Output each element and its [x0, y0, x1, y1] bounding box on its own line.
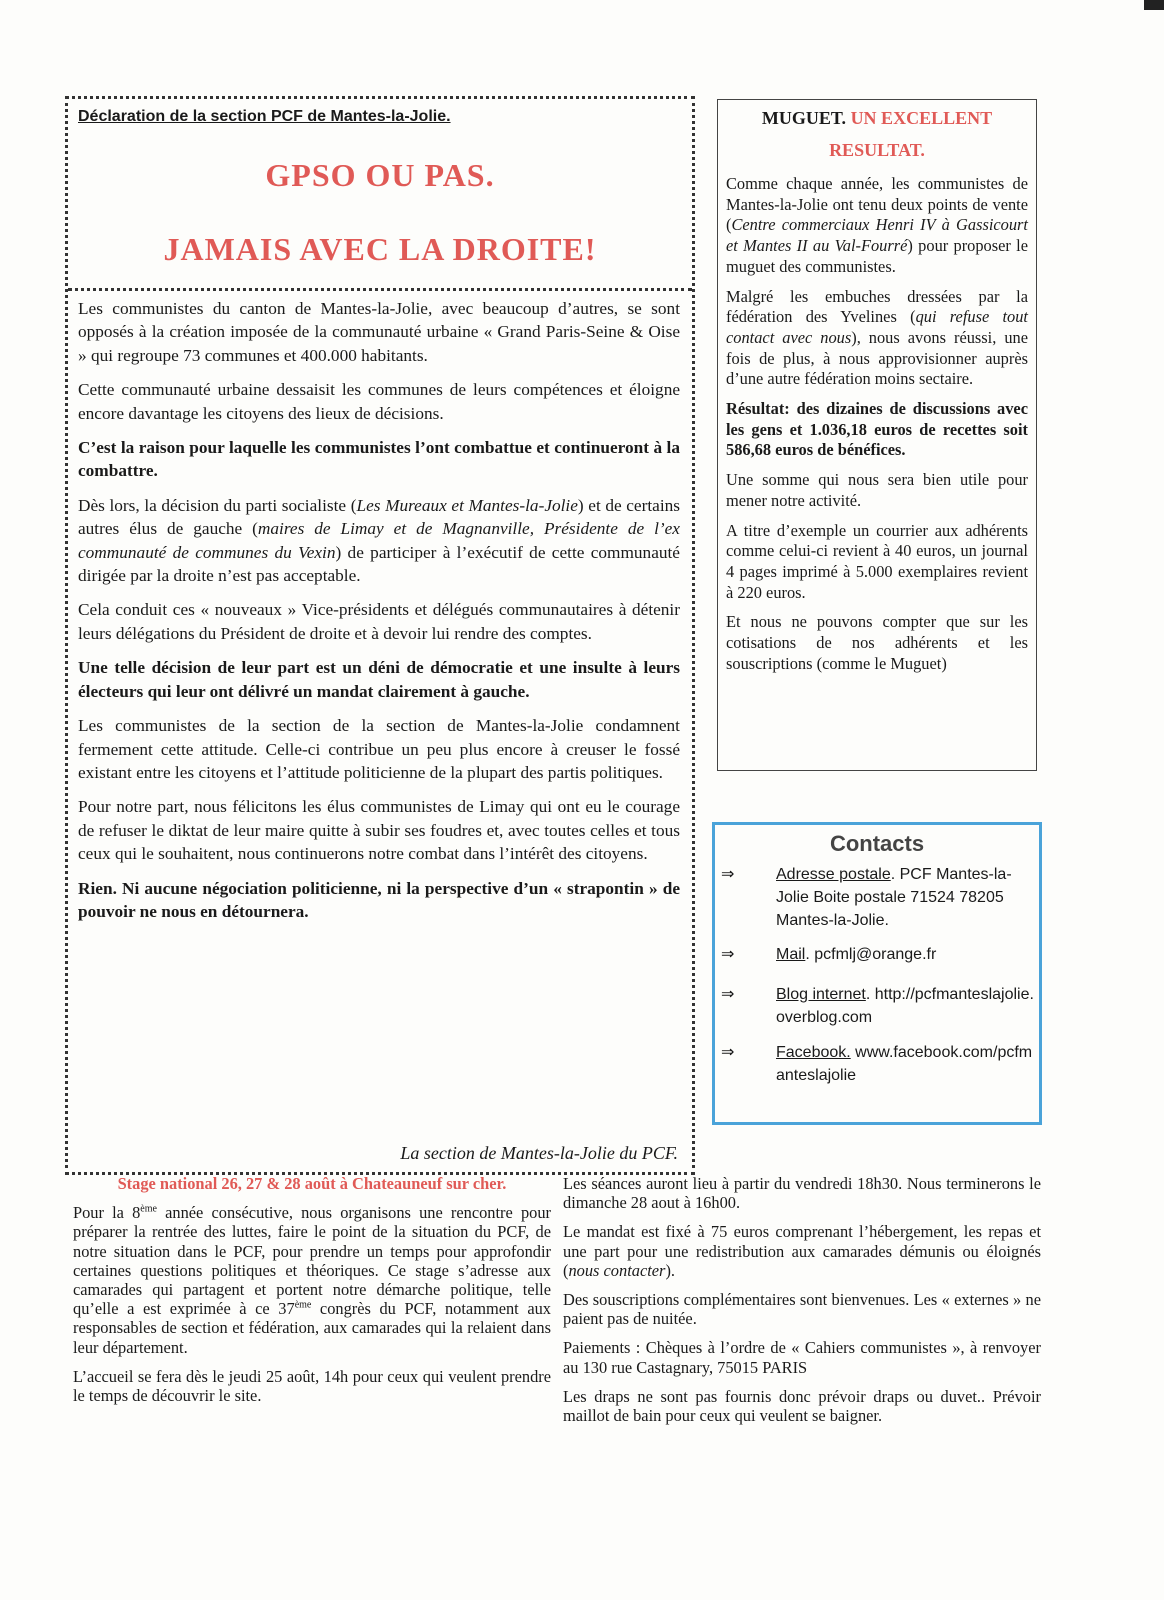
paragraph: L’accueil se fera dès le jeudi 25 août, 14h pour ceux qui veulent prendre le temps de découvrir le site. [73, 1366, 551, 1406]
declaration-label: Déclaration de la section PCF de Mantes-la-Jolie. [78, 108, 451, 125]
headline-line-1: GPSO OU PAS. [265, 157, 495, 193]
contacts-title: Contacts [829, 831, 925, 856]
paragraph: Des souscriptions complémentaires sont bienvenues. Les « externes » ne paient pas de nuitée. [563, 1290, 1041, 1329]
paragraph: Paiements : Chèques à l’ordre de « Cahiers communistes », à renvoyer au 130 rue Castagnary, 75015 PARIS [563, 1338, 1041, 1377]
paragraph: Les draps ne sont pas fournis donc prévoir draps ou duvet.. Prévoir maillot de bain pour ceux qui veulent se baigner. [563, 1386, 1041, 1426]
declaration-box [65, 96, 695, 1175]
paragraph: A titre d’exemple un courrier aux adhérents comme celui-ci revient à 40 euros, un journal 4 pages imprimé à 5.000 exemplaires revient à 220 euros. [726, 520, 1028, 602]
paragraph: Les séances auront lieu à partir du vendredi 18h30. Nous terminerons le dimanche 28 aout à 16h00. [563, 1174, 1041, 1213]
bold-paragraph: Une telle décision de leur part est un déni de démocratie et une insulte à leurs électeurs qui leur ont délivré un mandat clairement à gauche. [78, 658, 680, 701]
stage-column-right [563, 1174, 1041, 1435]
bold-paragraph: C’est la raison pour laquelle les communistes l’ont combattue et continueront à la combattre. [78, 438, 680, 481]
blog-link[interactable]: http://pcfmanteslajolie.overblog.com [776, 986, 1034, 1026]
facebook-link[interactable]: www.facebook.com/pcfmanteslajolie [776, 1044, 1033, 1084]
stage-column-left [73, 1174, 551, 1415]
page-corner-mark [1144, 0, 1164, 10]
paragraph: Pour la 8ème année consécutive, nous organisons une rencontre pour préparer la rentrée des luttes, faire le point de la situation du PCF, de notre situation dans le PCF, pour prendre un temps pour approfondir certaines questions politiques et théoriques. Ce stage s’adresse aux camarades qui partagent et portent notre démarche politique, telle qu’elle a est exprimée à ce 37ème congrès du PCF, notamment aux responsables de section et fédération, aux camarades qui la relaient dans leur département. [73, 1203, 551, 1357]
headline-line-2: JAMAIS AVEC LA DROITE! [163, 231, 597, 267]
muguet-title: MUGUET. UN EXCELLENT RESULTAT. [761, 108, 993, 160]
paragraph: Dès lors, la décision du parti socialiste (Les Mureaux et Mantes-la-Jolie) et de certains autres élus de gauche (maires de Limay et de Magnanville, Présidente de l’ex communauté de communes du Vexin) de participer à l’exécutif de cette communauté dirigée par la droite n’est pas acceptable. [78, 495, 681, 586]
arrow-right-icon: ⇒ [721, 986, 735, 1003]
bold-paragraph: Rien. Ni aucune négociation politicienne, ni la perspective d’un « strapontin » de pouvoir ne nous en détournera. [78, 878, 680, 921]
arrow-right-icon: ⇒ [721, 866, 735, 883]
paragraph: Cette communauté urbaine dessaisit les communes de leurs compétences et éloigne encore davantage les citoyens des lieux de décisions. [78, 380, 680, 423]
paragraph: Les communistes de la section de la section de Mantes-la-Jolie condamnent fermement cette attitude. Celle-ci contribue un peu plus encore à creuser le fossé existant entre les citoyens et l’attitude politicienne de la plupart des partis politiques. [78, 716, 680, 782]
paragraph: Le mandat est fixé à 75 euros comprenant l’hébergement, les repas et une part pour une redistribution aux camarades démunis ou éloignés (nous contacter). [563, 1222, 1041, 1280]
muguet-body [726, 174, 1028, 674]
arrow-right-icon: ⇒ [721, 1044, 735, 1061]
mail-link[interactable]: pcfmlj@orange.fr [814, 946, 937, 963]
declaration-body [78, 297, 680, 934]
contacts-box: Contacts ⇒ Adresse postale. PCF Mantes-la-Jolie Boite postale 71524 78205 Mantes-la-Jolie. ⇒ Mail. pcfmlj@orange.fr ⇒ Blog internet. http://pcfmanteslajolie.overblog.com ⇒ Facebook. www.facebook.com/pcfmanteslajolie [712, 822, 1042, 1125]
paragraph: Cela conduit ces « nouveaux » Vice-présidents et délégués communautaires à détenir leurs délégations du Président de droite et à devoir lui rendre des comptes. [78, 600, 680, 643]
paragraph: Une somme qui nous sera bien utile pour mener notre activité. [726, 470, 1028, 510]
paragraph: Les communistes du canton de Mantes-la-Jolie, avec beaucoup d’autres, se sont opposés à la création imposée de la communauté urbaine « Grand Paris-Seine & Oise » qui regroupe 73 communes et 400.000 habitants. [78, 299, 680, 365]
paragraph: Et nous ne pouvons compter que sur les cotisations de nos adhérents et les souscriptions (comme le Muguet) [726, 612, 1028, 673]
declaration-header [68, 99, 692, 291]
postal-address: PCF Mantes-la-Jolie Boite postale 71524 78205 Mantes-la-Jolie. [776, 866, 1012, 929]
signature: La section de Mantes-la-Jolie du PCF. [400, 1143, 678, 1163]
arrow-right-icon: ⇒ [721, 946, 735, 963]
paragraph: Malgré les embuches dressées par la fédération des Yvelines (qui refuse tout contact avec nous), nous avons réussi, une fois de plus, à nous approvisionner auprès d’une autre fédération moins sectaire. [726, 286, 1028, 389]
muguet-box [717, 99, 1037, 771]
result-paragraph: Résultat: des dizaines de discussions avec les gens et 1.036,18 euros de recettes soit 586,68 euros de bénéfices. [726, 399, 1028, 460]
paragraph: Pour notre part, nous félicitons les élus communistes de Limay qui ont eu le courage de refuser le diktat de leur maire quitte à subir ses foudres et, avec toutes celles et tous ceux qui le souhaitent, nous continuerons notre combat dans l’intérêt des citoyens. [78, 797, 680, 864]
stage-title: Stage national 26, 27 & 28 août à Chateauneuf sur cher. [117, 1174, 507, 1193]
paragraph: Comme chaque année, les communistes de Mantes-la-Jolie ont tenu deux points de vente (Centre commerciaux Henri IV à Gassicourt et Mantes II au Val-Fourré) pour proposer le muguet des communistes. [726, 174, 1028, 276]
